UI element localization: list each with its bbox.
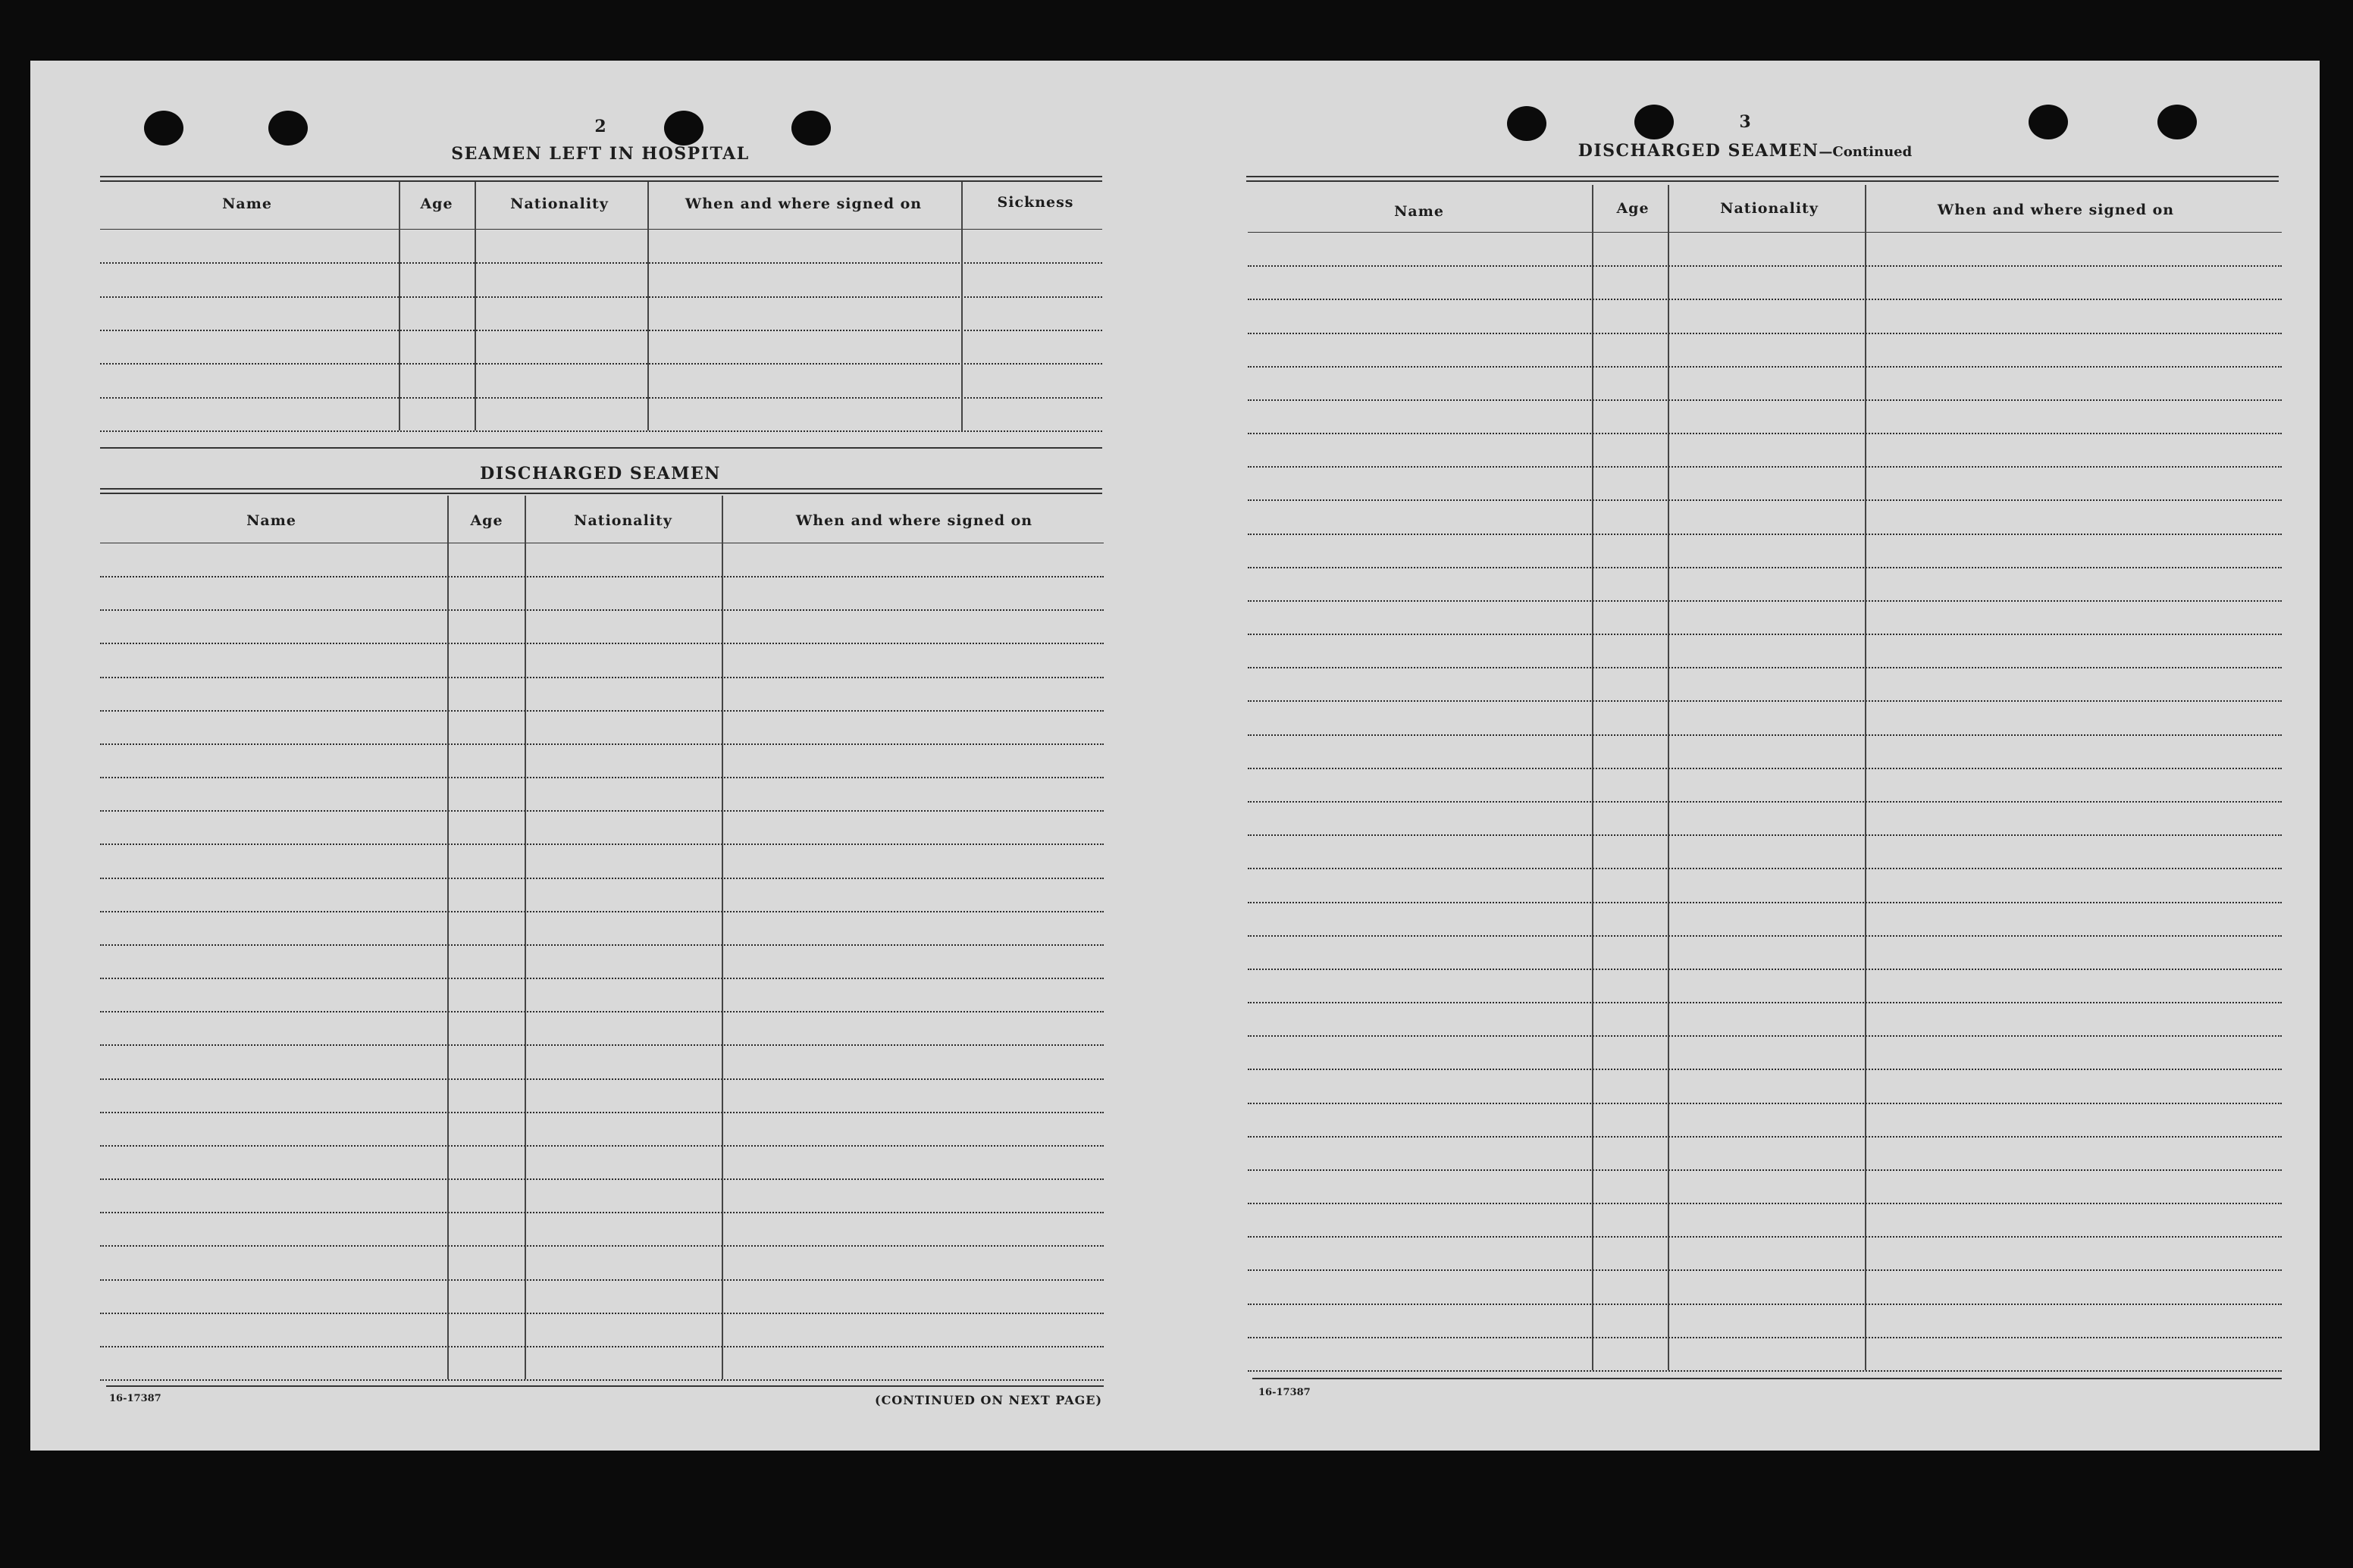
right-table-top-rule	[1246, 180, 2279, 182]
column-divider	[475, 182, 476, 430]
column-divider	[1865, 185, 1866, 1370]
ruled-row-line	[100, 430, 1102, 432]
ruled-row-line	[100, 330, 1102, 331]
ruled-row-line	[1248, 567, 2282, 568]
discharged-col-age: Age	[470, 512, 503, 529]
right-page-number: 3	[1739, 112, 1751, 132]
ruled-row-line	[100, 1078, 1104, 1080]
ruled-row-line	[100, 363, 1102, 365]
punch-hole	[268, 111, 308, 146]
discharged-section-title: DISCHARGED SEAMEN	[480, 464, 721, 484]
ruled-row-line	[1248, 1269, 2282, 1271]
hospital-table-top-rule	[100, 180, 1102, 182]
column-divider	[1592, 185, 1593, 1370]
ruled-row-line	[100, 743, 1104, 745]
hospital-col-sickness: Sickness	[997, 194, 1074, 211]
right-col-nationality: Nationality	[1720, 200, 1819, 217]
punch-hole	[1634, 105, 1674, 139]
ruled-row-line	[100, 777, 1104, 778]
ruled-row-line	[1248, 868, 2282, 869]
column-divider	[1668, 185, 1669, 1370]
ruled-row-line	[100, 643, 1104, 644]
ruled-row-line	[1248, 466, 2282, 468]
ruled-row-line	[1248, 1069, 2282, 1070]
column-divider	[647, 182, 649, 430]
ruled-row-line	[100, 843, 1104, 845]
right-table-top-rule	[1246, 176, 2279, 177]
ruled-row-line	[1248, 902, 2282, 903]
discharged-col-nationality: Nationality	[574, 512, 672, 529]
ruled-row-line	[100, 677, 1104, 678]
discharged-col-when-where: When and where signed on	[795, 512, 1033, 529]
right-title-suffix: —Continued	[1819, 144, 1913, 160]
ruled-row-line	[1248, 1337, 2282, 1338]
header-underline	[1248, 232, 2282, 233]
ruled-row-line	[1248, 1169, 2282, 1171]
hospital-table-top-rule	[100, 176, 1102, 177]
ruled-row-line	[1248, 1136, 2282, 1138]
column-divider	[961, 182, 963, 430]
ruled-row-line	[1248, 1304, 2282, 1305]
ruled-row-line	[1248, 1236, 2282, 1238]
ruled-row-line	[1248, 634, 2282, 635]
discharged-table-top-rule	[100, 493, 1102, 494]
ruled-row-line	[100, 944, 1104, 946]
ruled-row-line	[1248, 433, 2282, 434]
ruled-row-line	[1248, 299, 2282, 300]
ruled-row-line	[100, 1044, 1104, 1046]
ruled-row-line	[100, 609, 1104, 611]
punch-hole	[664, 111, 703, 146]
ruled-row-line	[1248, 667, 2282, 668]
punch-hole	[144, 111, 183, 146]
ruled-row-line	[1248, 834, 2282, 836]
ruled-row-line	[100, 1379, 1104, 1381]
ruled-row-line	[100, 878, 1104, 879]
left-page-number: 2	[594, 117, 606, 136]
ruled-row-line	[100, 296, 1102, 298]
ruled-row-line	[1248, 1370, 2282, 1372]
ruled-row-line	[100, 576, 1104, 577]
right-col-age: Age	[1616, 200, 1650, 217]
right-section-title	[1578, 141, 1912, 161]
discharged-col-name: Name	[246, 512, 296, 529]
ruled-row-line	[1248, 1035, 2282, 1037]
discharged-table-bottom-rule	[106, 1385, 1104, 1387]
ruled-row-line	[1248, 399, 2282, 401]
punch-hole	[2157, 105, 2197, 139]
right-form-number: 16-17387	[1258, 1387, 1311, 1398]
right-col-when-where: When and where signed on	[1937, 202, 2175, 218]
column-divider	[525, 496, 526, 1379]
right-table-bottom-rule	[1252, 1378, 2282, 1379]
ruled-row-line	[1248, 265, 2282, 267]
ruled-row-line	[100, 810, 1104, 812]
column-divider	[399, 182, 400, 430]
scanned-form-sheet	[30, 61, 2320, 1451]
ruled-row-line	[1248, 734, 2282, 736]
ruled-row-line	[100, 1279, 1104, 1281]
hospital-table-bottom-rule	[100, 447, 1102, 449]
ruled-row-line	[100, 1212, 1104, 1213]
hospital-col-nationality: Nationality	[510, 196, 609, 212]
ruled-row-line	[100, 1112, 1104, 1113]
right-title-main: DISCHARGED SEAMEN	[1578, 141, 1819, 161]
hospital-section-title: SEAMEN LEFT IN HOSPITAL	[451, 144, 750, 164]
punch-hole	[2029, 105, 2068, 139]
ruled-row-line	[100, 710, 1104, 712]
ruled-row-line	[1248, 935, 2282, 937]
ruled-row-line	[100, 978, 1104, 979]
ruled-row-line	[100, 1011, 1104, 1012]
ruled-row-line	[100, 1178, 1104, 1180]
ruled-row-line	[1248, 333, 2282, 334]
ruled-row-line	[1248, 1002, 2282, 1003]
hospital-col-name: Name	[222, 196, 272, 212]
hospital-col-age: Age	[420, 196, 453, 212]
right-col-name: Name	[1394, 203, 1444, 220]
column-divider	[722, 496, 723, 1379]
ruled-row-line	[100, 1145, 1104, 1147]
header-underline	[100, 229, 1102, 230]
column-divider	[447, 496, 449, 1379]
punch-hole	[1507, 106, 1546, 141]
ruled-row-line	[1248, 1103, 2282, 1104]
ruled-row-line	[1248, 499, 2282, 501]
discharged-table-top-rule	[100, 488, 1102, 490]
ruled-row-line	[100, 397, 1102, 399]
ruled-row-line	[1248, 534, 2282, 535]
ruled-row-line	[1248, 801, 2282, 803]
ruled-row-line	[100, 1313, 1104, 1314]
ruled-row-line	[1248, 366, 2282, 368]
continued-note: (CONTINUED ON NEXT PAGE)	[875, 1393, 1103, 1407]
ruled-row-line	[1248, 600, 2282, 602]
ruled-row-line	[100, 1346, 1104, 1347]
punch-hole	[791, 111, 831, 146]
ruled-row-line	[100, 262, 1102, 264]
ruled-row-line	[100, 911, 1104, 912]
ruled-row-line	[1248, 969, 2282, 970]
ruled-row-line	[1248, 768, 2282, 769]
ruled-row-line	[1248, 700, 2282, 702]
ruled-row-line	[1248, 1203, 2282, 1204]
hospital-col-when-where: When and where signed on	[685, 196, 923, 212]
left-form-number: 16-17387	[109, 1393, 161, 1404]
ruled-row-line	[100, 1245, 1104, 1247]
